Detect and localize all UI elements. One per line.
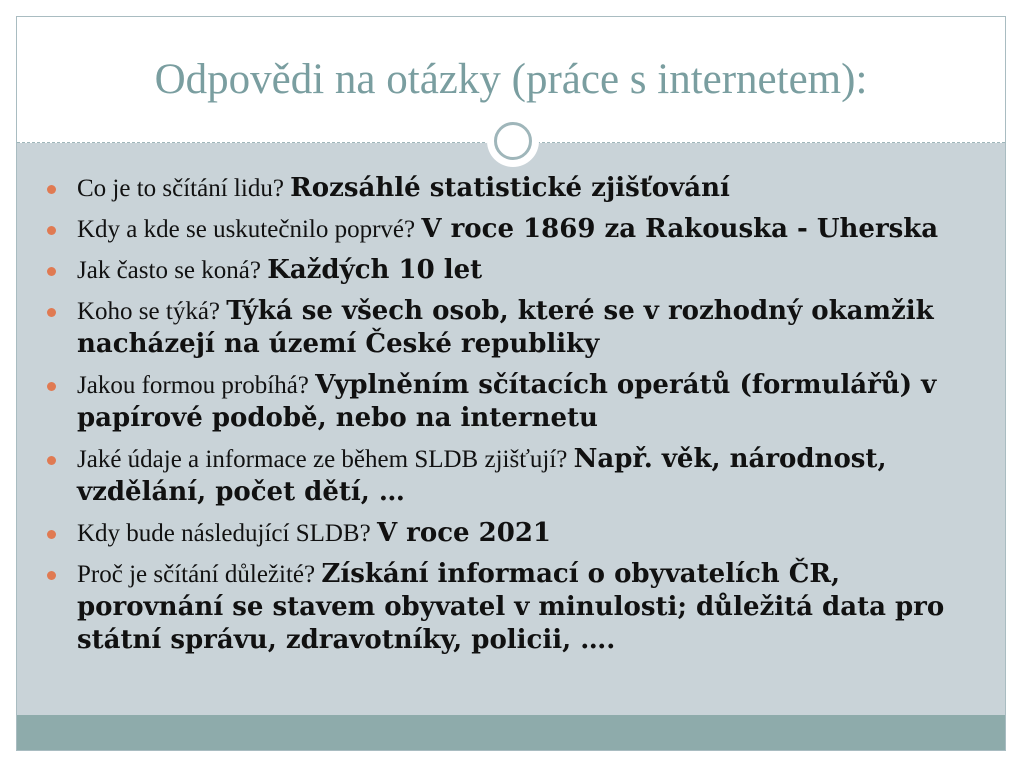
bullet-icon	[47, 185, 56, 194]
list-item	[45, 444, 983, 510]
bullet-icon	[47, 530, 56, 539]
footer-band	[17, 715, 1005, 750]
bullet-icon	[47, 226, 56, 235]
bullet-icon	[47, 456, 56, 465]
list-item	[45, 518, 983, 551]
bullet-icon	[47, 571, 56, 580]
list-item	[45, 255, 983, 288]
question-text: Co je to sčítání lidu?	[77, 175, 291, 202]
qa-list	[45, 173, 983, 666]
answer-text: V roce 2021	[376, 518, 552, 548]
question-text: Kdy bude následující SLDB?	[77, 520, 377, 547]
ring-icon	[494, 122, 532, 160]
circle-ornament-icon	[487, 115, 539, 167]
bullet-icon	[47, 267, 56, 276]
bullet-icon	[47, 308, 56, 317]
answer-text: V roce 1869 za Rakouska - Uherska	[421, 214, 939, 244]
answer-text: Vyplněním sčítacích operátů (formulářů) v papírové podobě, nebo na internetu	[77, 370, 937, 433]
question-text: Jaké údaje a informace ze během SLDB zjišťují?	[77, 446, 574, 473]
list-item	[45, 370, 983, 436]
list-item	[45, 173, 983, 206]
question-text: Kdy a kde se uskutečnilo poprvé?	[77, 216, 422, 243]
list-item	[45, 296, 983, 362]
answer-text: Např. věk, národnost, vzdělání, počet dětí, …	[77, 444, 887, 507]
answer-text: Získání informací o obyvatelích ČR, porovnání se stavem obyvatel v minulosti; důležitá data pro státní správu, zdravotníky, policii, ….	[77, 559, 945, 655]
bullet-icon	[47, 382, 56, 391]
question-text: Jak často se koná?	[77, 257, 268, 284]
slide-title: Odpovědi na otázky (práce s internetem):	[154, 56, 868, 103]
question-text: Proč je sčítání důležité?	[77, 561, 322, 588]
question-text: Koho se týká?	[77, 298, 227, 325]
list-item	[45, 559, 983, 658]
answer-text: Každých 10 let	[267, 255, 483, 285]
answer-text: Týká se všech osob, které se v rozhodný okamžik nacházejí na území České republiky	[77, 296, 934, 359]
list-item	[45, 214, 983, 247]
answer-text: Rozsáhlé statistické zjišťování	[290, 173, 730, 203]
slide	[16, 16, 1006, 751]
question-text: Jakou formou probíhá?	[77, 372, 316, 399]
